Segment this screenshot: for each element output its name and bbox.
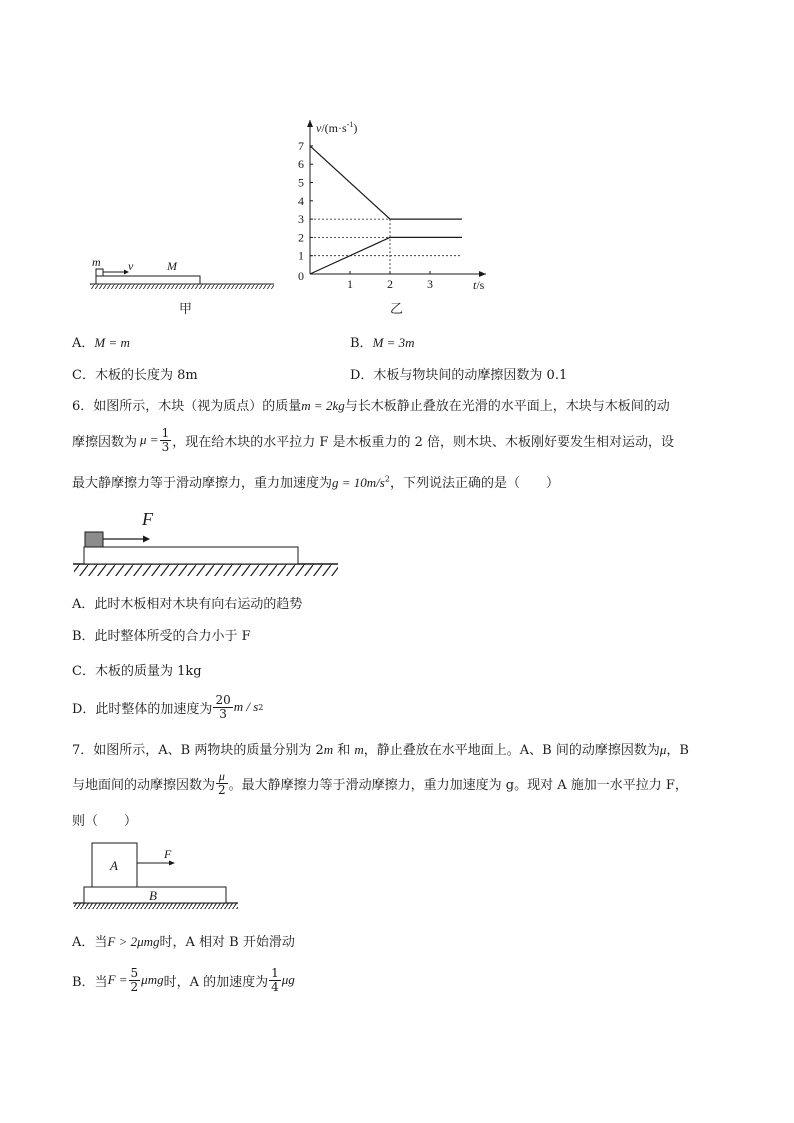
jia-board bbox=[96, 276, 200, 284]
q7-stem-line-2 bbox=[72, 766, 688, 800]
q6-mu-fraction bbox=[160, 427, 172, 454]
q5-option-a-expr: M = m bbox=[94, 335, 130, 350]
q6-l1-mass: m = 2kg bbox=[301, 398, 345, 413]
q5-option-a[interactable] bbox=[72, 332, 130, 351]
q6-board bbox=[84, 547, 298, 564]
yi-x-tick-label-1: 1 bbox=[347, 277, 353, 291]
q7-ground-hatch bbox=[74, 903, 238, 909]
q7-label-B: B bbox=[149, 888, 157, 903]
q7-l1-b: 和 bbox=[333, 743, 355, 758]
yi-x-tick-label-2: 2 bbox=[387, 277, 393, 291]
q6-mu-num: 1 bbox=[161, 425, 170, 440]
q6-l3-exp: 2 bbox=[384, 474, 390, 484]
q7-l2-a: 与地面间的动摩擦因数为 bbox=[72, 777, 216, 793]
q6-option-d[interactable] bbox=[72, 690, 263, 724]
q5-option-b-expr: M = 3m bbox=[372, 335, 415, 350]
q6-l2-b: ，现在给木块的水平拉力 F 是木板重力的 2 倍，则木块、木板刚好要发生相对运动，设 bbox=[172, 434, 675, 450]
q7-l1-mu: μ bbox=[659, 742, 667, 757]
q6-stem-line-2 bbox=[72, 423, 674, 457]
q7-mu-fraction bbox=[216, 770, 228, 797]
q6-d-exp: 2 bbox=[258, 702, 264, 712]
q6-d-fraction bbox=[213, 694, 232, 721]
q7-mu-num: μ bbox=[216, 770, 228, 784]
yi-ylabel-v: v bbox=[316, 121, 322, 135]
q7-b-mg: μmg bbox=[141, 972, 164, 987]
yi-ylabel bbox=[316, 120, 357, 135]
q7-b-frac2 bbox=[269, 967, 281, 994]
q7-a-expr: F > 2μmg bbox=[107, 934, 160, 949]
q6-l3-g: g = 10m/s bbox=[332, 475, 385, 490]
yi-xlabel-unit: /s bbox=[476, 278, 485, 292]
q7-a-b: 时，A 相对 B 开始滑动 bbox=[159, 935, 295, 950]
q7-b-num1: 5 bbox=[130, 965, 139, 980]
yi-y-tick-label-3: 3 bbox=[298, 212, 304, 227]
q7-stem-line-3: 则（ ） bbox=[72, 814, 138, 829]
q6-figure bbox=[70, 505, 345, 580]
q6-d-den: 3 bbox=[219, 706, 227, 721]
q7-stem-line-1 bbox=[72, 739, 689, 758]
q7-l1-a: 7．如图所示，A、B 两物块的质量分别为 2 bbox=[72, 743, 324, 758]
q6-mu-den: 3 bbox=[161, 439, 170, 454]
q6-option-c[interactable]: C．木板的质量为 1kg bbox=[72, 664, 202, 679]
yi-y-tick-label-5: 5 bbox=[298, 175, 304, 190]
q6-l3-b: ，下列说法正确的是（ ） bbox=[389, 476, 559, 491]
q7-force-arrow-head bbox=[169, 861, 175, 866]
yi-caption: 乙 bbox=[390, 302, 404, 317]
jia-label-m: m bbox=[92, 255, 101, 269]
q7-b-b: 时，A 的加速度为 bbox=[163, 974, 269, 990]
yi-y-tick-label-1: 1 bbox=[298, 248, 304, 263]
jia-ground-hatch bbox=[90, 284, 274, 289]
yi-y-tick-label-6: 6 bbox=[298, 157, 304, 172]
q7-l1-d: ，B bbox=[666, 743, 689, 758]
yi-y-tick-label-7: 7 bbox=[298, 138, 304, 153]
q7-label-A: A bbox=[110, 858, 118, 873]
q7-b-F: F = bbox=[107, 972, 128, 987]
yi-origin: 0 bbox=[298, 269, 304, 283]
q7-b-a: B．当 bbox=[72, 974, 108, 990]
q5-option-b-letter: B． bbox=[350, 336, 373, 351]
q6-stem-line-1 bbox=[72, 395, 670, 414]
q7-figure bbox=[70, 835, 242, 915]
q6-d-num: 20 bbox=[215, 692, 231, 707]
q7-b-den2: 4 bbox=[271, 979, 279, 994]
yi-xlabel bbox=[473, 278, 485, 292]
q7-a-a: A．当 bbox=[72, 935, 108, 950]
jia-label-v: v bbox=[128, 259, 134, 273]
q6-l3-a: 最大静摩擦力等于滑动摩擦力，重力加速度为 bbox=[72, 476, 333, 491]
q7-b-num2: 1 bbox=[271, 965, 279, 980]
q5-option-a-letter: A． bbox=[72, 336, 95, 351]
q7-b-g: μg bbox=[281, 972, 295, 987]
jia-caption: 甲 bbox=[179, 302, 193, 317]
yi-series-upper bbox=[310, 146, 462, 219]
q6-l1-b: 与长木板静止叠放在光滑的水平面上，木块与木板间的动 bbox=[344, 399, 670, 414]
q7-b-frac1 bbox=[129, 967, 141, 994]
q6-stem-line-3 bbox=[72, 472, 559, 491]
yi-ylabel-exp: -1 bbox=[346, 120, 354, 129]
q6-l2-mu: μ = bbox=[140, 432, 159, 447]
yi-x-tick-label-3: 3 bbox=[427, 277, 433, 291]
q5-option-b[interactable] bbox=[350, 332, 415, 351]
q6-d-unit: m / s bbox=[233, 699, 259, 714]
q6-label-F: F bbox=[142, 509, 153, 529]
q6-force-arrow-head bbox=[143, 536, 150, 543]
q5-option-d[interactable]: D．木板与物块间的动摩擦因数为 0.1 bbox=[350, 368, 568, 383]
q7-l1-m2: m bbox=[354, 742, 364, 757]
q6-option-b[interactable]: B．此时整体所受的合力小于 F bbox=[72, 629, 251, 644]
jia-label-M: M bbox=[167, 259, 177, 273]
q5-option-c[interactable]: C．木板的长度为 8m bbox=[72, 368, 198, 383]
yi-y-tick-label-4: 4 bbox=[298, 193, 304, 208]
q6-d-a: D．此时整体的加速度为 bbox=[72, 701, 213, 717]
q6-block bbox=[85, 532, 103, 547]
q6-l1-a: 6．如图所示，木块（视为质点）的质量 bbox=[72, 399, 302, 414]
jia-block bbox=[96, 269, 103, 276]
yi-ylabel-close: ) bbox=[353, 121, 358, 135]
q7-b-den1: 2 bbox=[130, 979, 139, 994]
yi-xlabel-t: t bbox=[473, 278, 477, 292]
q7-option-b[interactable] bbox=[72, 962, 295, 998]
q6-ground-hatch bbox=[74, 564, 338, 576]
q7-label-F: F bbox=[164, 847, 172, 861]
q7-option-a[interactable] bbox=[72, 931, 295, 950]
q7-mu-den: 2 bbox=[218, 782, 226, 797]
figure-yi-chart bbox=[290, 112, 500, 322]
q7-l1-c: ，静止叠放在水平地面上。A、B 间的动摩擦因数为 bbox=[363, 743, 660, 758]
q7-l2-b: 。最大静摩擦力等于滑动摩擦力，重力加速度为 g。现对 A 施加一水平拉力 F， bbox=[228, 777, 688, 793]
yi-y-tick-label-2: 2 bbox=[298, 230, 304, 245]
q6-l2-a: 摩擦因数为 bbox=[72, 434, 138, 450]
yi-ylabel-unit: /(m·s bbox=[321, 121, 347, 135]
q6-option-a[interactable]: A．此时木板相对木块有向右运动的趋势 bbox=[72, 597, 303, 612]
q7-l1-m1: m bbox=[323, 742, 334, 757]
